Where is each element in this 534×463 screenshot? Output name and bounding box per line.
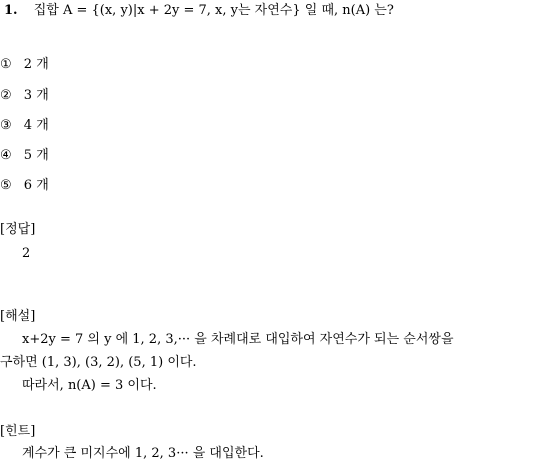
choice-label: 6 개 <box>23 178 49 193</box>
choice-label: 4 개 <box>23 118 49 133</box>
explanation-heading: [해설] <box>0 309 36 324</box>
explanation-line-1: x+2y = 7 의 y 에 1, 2, 3,··· 을 차례대로 대입하여 자연수가 되는 순서쌍을 <box>22 332 454 347</box>
choice-5[interactable] <box>0 179 49 192</box>
explanation-line-3: 따라서, n(A) = 3 이다. <box>22 378 157 393</box>
explanation-line-2: 구하면 (1, 3), (3, 2), (5, 1) 이다. <box>0 355 197 370</box>
choice-label: 2 개 <box>23 57 49 72</box>
choice-label: 3 개 <box>23 88 49 103</box>
choice-marker: ④ <box>0 148 12 163</box>
choice-marker: ① <box>0 57 12 72</box>
hint-heading: [힌트] <box>0 424 36 439</box>
hint-text: 계수가 큰 미지수에 1, 2, 3··· 을 대입한다. <box>22 446 264 461</box>
choice-marker: ⑤ <box>0 178 12 193</box>
choice-1[interactable] <box>0 58 49 71</box>
choice-2[interactable] <box>0 89 49 102</box>
choice-label: 5 개 <box>23 148 49 163</box>
choice-marker: ② <box>0 88 12 103</box>
choice-marker: ③ <box>0 118 12 133</box>
choice-3[interactable] <box>0 119 49 132</box>
question-number: 1. <box>4 3 18 18</box>
question-text: 집합 A = {(x, y)|x + 2y = 7, x, y는 자연수} 일 때, n(A) 는? <box>33 3 394 18</box>
answer-value: 2 <box>22 246 31 261</box>
question-line <box>4 4 394 17</box>
choice-4[interactable] <box>0 149 49 162</box>
answer-heading: [정답] <box>0 222 36 237</box>
